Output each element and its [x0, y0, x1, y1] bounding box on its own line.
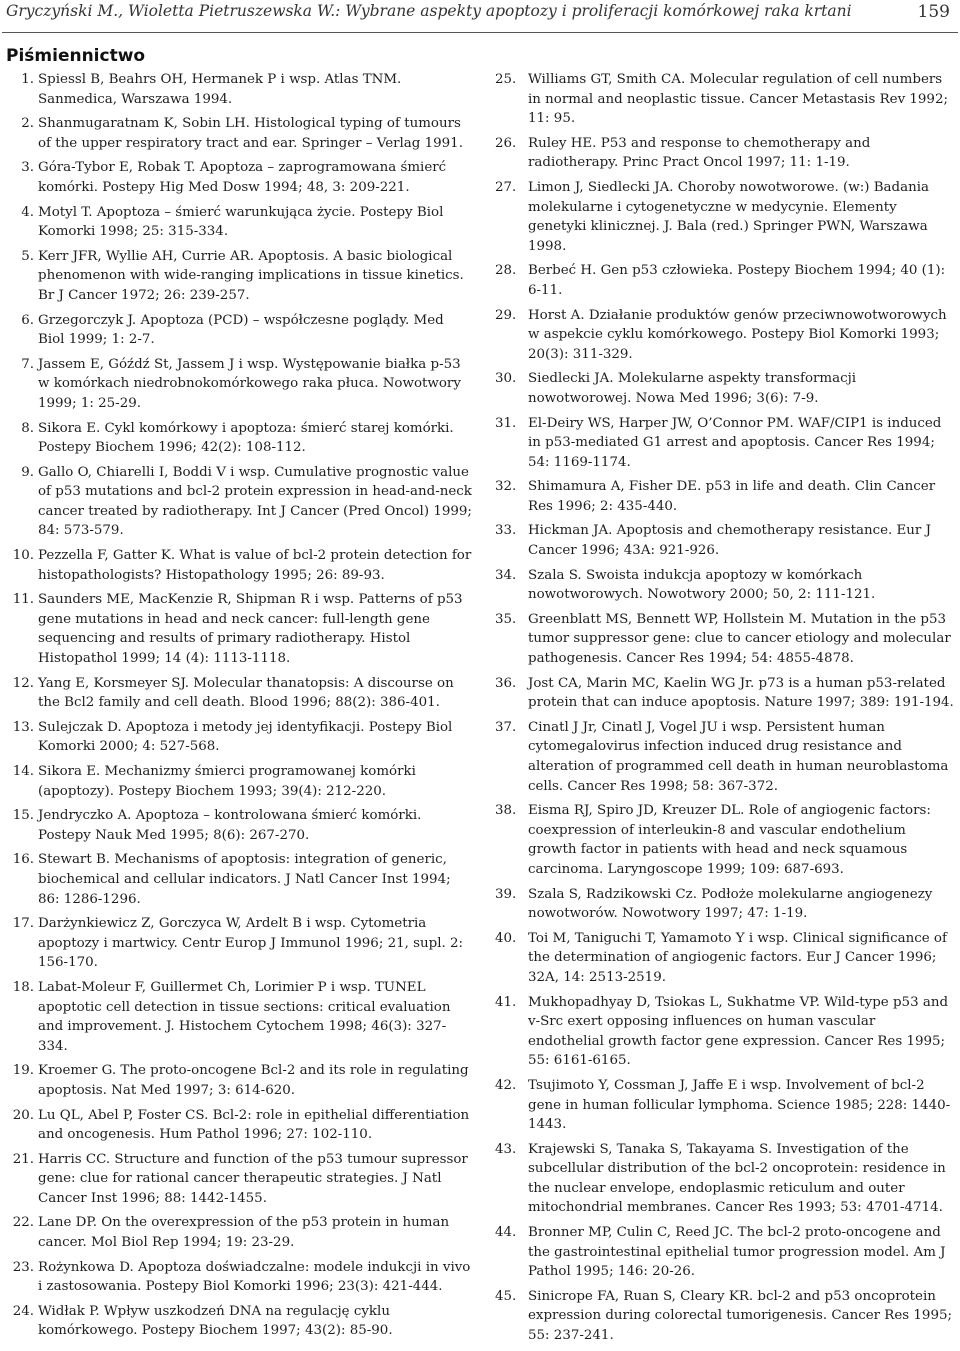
reference-text: Limon J, Siedlecki JA. Choroby nowotworowe. (w:) Badania molekularne i cytogenetyczne w medycynie. Elementy genetyki klinicznej. J. Bala (red.) Springer PWN, Warszawa 1998.	[528, 179, 929, 254]
page-number: 159	[917, 2, 950, 22]
reference-number: 32.	[495, 479, 517, 495]
reference-number: 29.	[495, 307, 517, 323]
reference-text: Góra-Tybor E, Robak T. Apoptoza – zaprogramowana śmierć komórki. Postepy Hig Med Dosw 1994; 48, 3: 209-221.	[38, 160, 447, 195]
reference-item	[6, 850, 472, 909]
reference-item	[495, 801, 955, 879]
reference-item	[495, 566, 955, 605]
reference-item	[495, 178, 955, 256]
reference-number: 42.	[495, 1077, 517, 1093]
reference-number: 19.	[12, 1063, 34, 1079]
reference-number: 1.	[21, 72, 34, 87]
reference-item	[6, 463, 472, 541]
reference-text: Bronner MP, Culin C, Reed JC. The bcl-2 proto-oncogene and the gastrointestinal epithelial tumor progression model. Am J Pathol 1995; 146: 20-26.	[528, 1225, 946, 1280]
reference-number: 40.	[495, 930, 517, 946]
reference-number: 23.	[12, 1259, 34, 1275]
reference-text: Yang E, Korsmeyer SJ. Molecular thanatopsis: A discourse on the Bcl2 family and cell death. Blood 1996; 88(2): 386-401.	[38, 675, 454, 711]
reference-text: Mukhopadhyay D, Tsiokas L, Sukhatme VP. Wild-type p53 and v-Src exert opposing influences on human vascular endothelial growth factor gene expression. Cancer Res 1995; 55: 6161-6165.	[528, 994, 949, 1069]
references-column-right	[495, 70, 955, 1351]
reference-number: 38.	[495, 803, 517, 819]
reference-item	[6, 311, 472, 350]
reference-number: 4.	[21, 204, 34, 220]
reference-text: Tsujimoto Y, Cossman J, Jaffe E i wsp. Involvement of bcl-2 gene in human follicular lymphoma. Science 1985; 228: 1440-1443.	[528, 1077, 951, 1133]
reference-text: Jassem E, Góźdź St, Jassem J i wsp. Występowanie białka p-53 w komórkach niedrobnokomórkowego raka płuca. Nowotwory 1999; 1: 25-29.	[38, 356, 461, 411]
reference-item	[495, 1287, 955, 1346]
reference-text: Horst A. Działanie produktów genów przeciwnowotworowych w aspekcie cyklu komórkowego. Postepy Biol Komorki 1993; 20(3): 311-329.	[528, 307, 947, 362]
header-rule	[2, 32, 958, 33]
reference-item	[6, 590, 472, 668]
reference-number: 20.	[12, 1107, 34, 1123]
reference-item	[495, 1076, 955, 1135]
running-title: Gryczyński M., Wioletta Pietruszewska W.: Wybrane aspekty apoptozy i proliferacji komórkowej raka krtani	[6, 2, 852, 20]
reference-text: Cinatl J Jr, Cinatl J, Vogel JU i wsp. Persistent human cytomegalovirus infection induced drug resistance and alteration of programmed cell death in human neuroblastoma cells. Cancer Res 1998; 58: 367-372.	[528, 719, 949, 794]
section-title: Piśmiennictwo	[6, 46, 146, 66]
reference-text: Saunders ME, MacKenzie R, Shipman R i wsp. Patterns of p53 gene mutations in head and neck cancer: full-length gene sequencing and results of primary radiotherapy. Histol Histopathol 1999; 14 (4): 1113-1118.	[38, 592, 463, 667]
reference-item	[6, 718, 472, 757]
reference-number: 30.	[495, 371, 517, 387]
reference-item	[495, 414, 955, 473]
reference-number: 5.	[21, 248, 34, 264]
reference-item	[6, 914, 472, 973]
reference-number: 35.	[495, 611, 517, 627]
reference-text: Harris CC. Structure and function of the p53 tumour supressor gene: clue for rational cancer therapeutic strategies. J Natl Cancer Inst 1996; 88: 1442-1455.	[38, 1151, 468, 1206]
reference-text: Siedlecki JA. Molekularne aspekty transformacji nowotworowej. Nowa Med 1996; 3(6): 7-9.	[528, 371, 857, 406]
reference-number: 16.	[12, 852, 34, 868]
reference-text: Lane DP. On the overexpression of the p53 protein in human cancer. Mol Biol Rep 1994; 19: 23-29.	[38, 1215, 450, 1251]
reference-item	[495, 261, 955, 300]
reference-number: 28.	[495, 263, 517, 279]
reference-item	[495, 929, 955, 988]
reference-text: Hickman JA. Apoptosis and chemotherapy resistance. Eur J Cancer 1996; 43A: 921-926.	[528, 523, 931, 559]
reference-number: 15.	[12, 808, 34, 824]
reference-number: 12.	[12, 675, 34, 691]
reference-item	[6, 1061, 472, 1100]
reference-number: 36.	[495, 675, 517, 691]
reference-number: 8.	[21, 420, 34, 436]
reference-text: Darżynkiewicz Z, Gorczyca W, Ardelt B i wsp. Cytometria apoptozy i martwicy. Centr Europ J Immunol 1996; 21, supl. 2: 156-170.	[38, 916, 464, 971]
reference-list-right	[495, 70, 955, 1346]
reference-number: 31.	[495, 415, 517, 431]
reference-item	[6, 674, 472, 713]
reference-item	[6, 355, 472, 414]
reference-number: 45.	[495, 1288, 517, 1304]
reference-item	[6, 806, 472, 845]
reference-item	[495, 610, 955, 669]
reference-number: 17.	[12, 916, 34, 932]
reference-text: Toi M, Taniguchi T, Yamamoto Y i wsp. Clinical significance of the determination of angiogenic factors. Eur J Cancer 1996; 32A, 14: 2513-2519.	[528, 930, 947, 985]
reference-item	[495, 993, 955, 1071]
reference-number: 34.	[495, 567, 517, 583]
reference-text: Motyl T. Apoptoza – śmierć warunkująca życie. Postepy Biol Komorki 1998; 25: 315-334.	[38, 204, 444, 240]
reference-item	[6, 1302, 472, 1341]
references-column-left	[6, 70, 472, 1346]
reference-item	[6, 419, 472, 458]
reference-text: Jost CA, Marin MC, Kaelin WG Jr. p73 is a human p53-related protein that can induce apoptosis. Nature 1997; 389: 191-194.	[528, 675, 954, 711]
reference-text: Spiessl B, Beahrs OH, Hermanek P i wsp. Atlas TNM. Sanmedica, Warszawa 1994.	[38, 72, 402, 107]
reference-item	[495, 70, 955, 129]
reference-number: 9.	[21, 464, 34, 480]
reference-number: 10.	[12, 548, 34, 564]
reference-text: Krajewski S, Tanaka S, Takayama S. Investigation of the subcellular distribution of the bcl-2 oncoprotein: residence in the nuclear envelope, endoplasmic reticulum and outer mitochondrial membranes. Cancer Res 1993; 53: 4701-4714.	[528, 1141, 946, 1216]
reference-text: Berbeć H. Gen p53 człowieka. Postepy Biochem 1994; 40 (1): 6-11.	[528, 263, 946, 298]
reference-number: 13.	[12, 719, 34, 735]
reference-text: Shimamura A, Fisher DE. p53 in life and death. Clin Cancer Res 1996; 2: 435-440.	[528, 479, 936, 514]
reference-text: Ruley HE. P53 and response to chemotherapy and radiotherapy. Princ Pract Oncol 1997; 11: 1-19.	[528, 135, 871, 171]
reference-text: Pezzella F, Gatter K. What is value of bcl-2 protein detection for histopathologists? Histopathology 1995; 26: 89-93.	[38, 548, 472, 583]
reference-item	[6, 247, 472, 306]
reference-number: 25.	[495, 72, 517, 87]
reference-number: 22.	[12, 1215, 34, 1231]
reference-item	[6, 546, 472, 585]
reference-text: Kroemer G. The proto-oncogene Bcl-2 and its role in regulating apoptosis. Nat Med 1997; 3: 614-620.	[38, 1063, 469, 1098]
reference-item	[495, 477, 955, 516]
reference-item	[6, 1150, 472, 1209]
reference-item	[6, 978, 472, 1056]
reference-number: 21.	[12, 1151, 34, 1167]
reference-item	[6, 203, 472, 242]
reference-item	[6, 70, 472, 109]
reference-number: 3.	[21, 160, 34, 176]
reference-number: 26.	[495, 135, 517, 151]
reference-text: Szala S. Swoista indukcja apoptozy w komórkach nowotworowych. Nowotwory 2000; 50, 2: 111-121.	[528, 567, 876, 603]
reference-text: Grzegorczyk J. Apoptoza (PCD) – współczesne poglądy. Med Biol 1999; 1: 2-7.	[38, 312, 444, 348]
reference-text: El-Deiry WS, Harper JW, O’Connor PM. WAF/CIP1 is induced in p53-mediated G1 arrest and apoptosis. Cancer Res 1994; 54: 1169-1174.	[528, 415, 942, 470]
reference-item	[495, 718, 955, 796]
reference-item	[495, 306, 955, 365]
reference-number: 7.	[21, 356, 34, 372]
reference-item	[495, 369, 955, 408]
reference-text: Eisma RJ, Spiro JD, Kreuzer DL. Role of angiogenic factors: coexpression of interleukin-8 and vascular endothelium growth factor in patients with head and neck squamous carcinoma. Laryngoscope 1999; 109: 687-693.	[528, 803, 931, 877]
reference-text: Sikora E. Cykl komórkowy i apoptoza: śmierć starej komórki. Postepy Biochem 1996; 42(2): 108-112.	[38, 420, 454, 456]
reference-item	[495, 885, 955, 924]
reference-item	[495, 134, 955, 173]
reference-number: 11.	[12, 592, 34, 608]
reference-text: Sinicrope FA, Ruan S, Cleary KR. bcl-2 and p53 oncoprotein expression during colorectal tumorigenesis. Cancer Res 1995; 55: 237-241.	[528, 1288, 953, 1344]
reference-number: 27.	[495, 179, 517, 195]
running-header	[6, 2, 954, 26]
reference-item	[6, 1213, 472, 1252]
reference-text: Szala S, Radzikowski Cz. Podłoże molekularne angiogenezy nowotworów. Nowotwory 1997; 47: 1-19.	[528, 886, 933, 922]
reference-text: Rożynkowa D. Apoptoza doświadczalne: modele indukcji in vivo i zastosowania. Postepy Biol Komorki 1996; 23(3): 421-444.	[38, 1259, 471, 1295]
reference-number: 37.	[495, 719, 517, 735]
reference-text: Gallo O, Chiarelli I, Boddi V i wsp. Cumulative prognostic value of p53 mutations and bcl-2 protein expression in head-and-neck cancer treated by radiotherapy. Int J Cancer (Pred Oncol) 1999; 84: 573-579.	[38, 464, 472, 539]
reference-text: Kerr JFR, Wyllie AH, Currie AR. Apoptosis. A basic biological phenomenon with wide-ranging implications in tissue kinetics. Br J Cancer 1972; 26: 239-257.	[38, 248, 464, 303]
reference-item	[6, 1106, 472, 1145]
reference-text: Greenblatt MS, Bennett WP, Hollstein M. Mutation in the p53 tumor suppressor gene: clue to cancer etiology and molecular pathogenesis. Cancer Res 1994; 54: 4855-4878.	[528, 611, 951, 667]
reference-text: Shanmugaratnam K, Sobin LH. Histological typing of tumours of the upper respiratory tract and ear. Springer – Verlag 1991.	[38, 116, 463, 151]
reference-number: 14.	[12, 764, 34, 779]
reference-text: Labat-Moleur F, Guillermet Ch, Lorimier P i wsp. TUNEL apoptotic cell detection in tissue sections: critical evaluation and improvement. J. Histochem Cytochem 1998; 46(3): 327-334.	[38, 979, 451, 1054]
reference-item	[495, 1223, 955, 1282]
reference-number: 2.	[21, 116, 34, 132]
reference-text: Lu QL, Abel P, Foster CS. Bcl-2: role in epithelial differentiation and oncogenesis. Hum Pathol 1996; 27: 102-110.	[38, 1107, 470, 1143]
reference-number: 6.	[21, 312, 34, 328]
reference-text: Stewart B. Mechanisms of apoptosis: integration of generic, biochemical and cellular indicators. J Natl Cancer Inst 1994; 86: 1286-1296.	[38, 852, 451, 907]
reference-item	[495, 521, 955, 560]
reference-number: 39.	[495, 886, 517, 902]
reference-item	[6, 762, 472, 801]
reference-text: Widłak P. Wpływ uszkodzeń DNA na regulację cyklu komórkowego. Postepy Biochem 1997; 43(2): 85-90.	[38, 1303, 393, 1339]
reference-number: 33.	[495, 523, 517, 539]
reference-text: Sulejczak D. Apoptoza i metody jej identyfikacji. Postepy Biol Komorki 2000; 4: 527-568.	[38, 719, 453, 755]
reference-number: 43.	[495, 1141, 517, 1157]
reference-text: Jendryczko A. Apoptoza – kontrolowana śmierć komórki. Postepy Nauk Med 1995; 8(6): 267-270.	[38, 808, 422, 843]
reference-item	[495, 674, 955, 713]
reference-number: 41.	[495, 994, 517, 1010]
reference-item	[6, 1258, 472, 1297]
reference-item	[6, 114, 472, 153]
reference-list-left	[6, 70, 472, 1341]
reference-text: Sikora E. Mechanizmy śmierci programowanej komórki (apoptozy). Postepy Biochem 1993; 39(4): 212-220.	[38, 764, 416, 799]
reference-number: 18.	[12, 979, 34, 995]
reference-text: Williams GT, Smith CA. Molecular regulation of cell numbers in normal and neoplastic tissue. Cancer Metastasis Rev 1992; 11: 95.	[528, 72, 948, 127]
reference-item	[495, 1140, 955, 1218]
reference-number: 24.	[12, 1303, 34, 1319]
reference-item	[6, 158, 472, 197]
reference-number: 44.	[495, 1225, 517, 1241]
